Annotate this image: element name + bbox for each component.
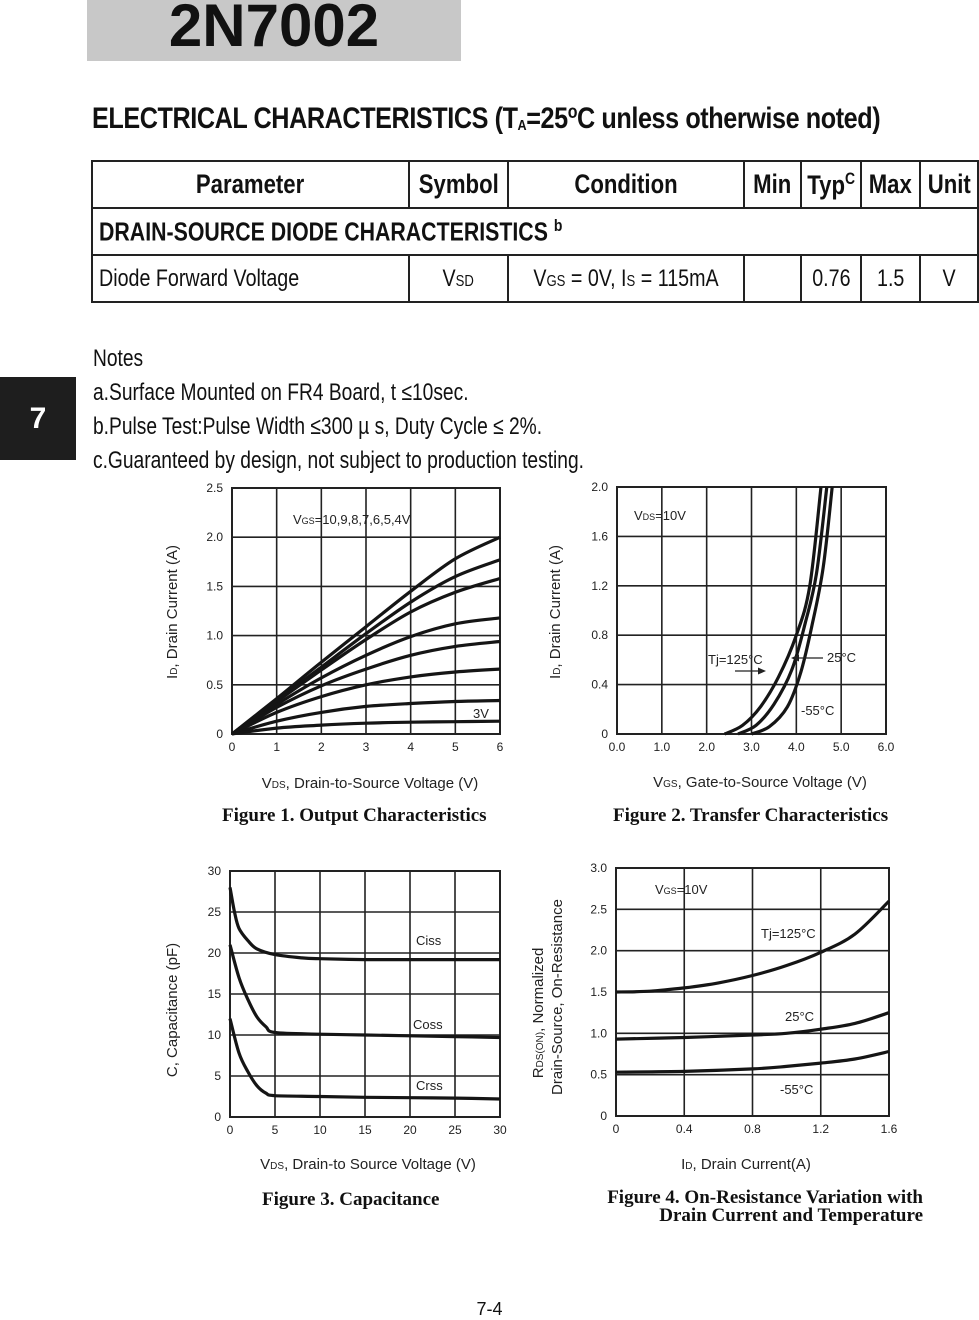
fig3-x-tick-label: 30: [493, 1123, 507, 1137]
fig4-y-axis-label-2: Drain-Source, On-Resistance: [549, 899, 566, 1095]
row-unit: V: [920, 255, 978, 302]
fig2-x-tick-label: 4.0: [787, 740, 805, 754]
fig1-y-tick-label: 1.0: [206, 628, 223, 643]
fig3-label-coss: Coss: [413, 1017, 443, 1032]
notes-block: [93, 342, 707, 478]
fig2-x-axis-label: VGS, Gate-to-Source Voltage (V): [653, 774, 867, 791]
fig1-x-tick-label: 4: [407, 740, 415, 754]
fig3-x-tick-label: 0: [226, 1123, 234, 1137]
fig2-label-125c: Tj=125°C: [708, 652, 763, 667]
fig3-y-tick-label: 25: [207, 905, 221, 919]
header-condition: Condition: [508, 161, 744, 208]
fig3-y-tick-label: 20: [207, 946, 221, 960]
fig4-label-125c: Tj=125°C: [761, 926, 816, 941]
section-number: 7: [29, 401, 47, 435]
fig2-x-tick-label: 1.0: [653, 740, 671, 754]
fig1-y-tick-label: 1.5: [206, 579, 223, 594]
fig3-y-axis-label: C, Capacitance (pF): [164, 942, 181, 1078]
fig4-y-tick-label: 2.0: [590, 943, 607, 958]
figure-1-chart: [150, 478, 530, 798]
fig4-label-25c: 25°C: [785, 1009, 815, 1024]
fig4-x-tick-label: 0.8: [744, 1122, 761, 1136]
fig1-y-tick-label: 2.0: [206, 530, 223, 545]
notes-title: Notes: [93, 345, 144, 372]
table-header-row: [92, 161, 978, 208]
fig1-x-tick-label: 3: [362, 740, 370, 754]
fig2-series-curve: [725, 487, 821, 734]
fig3-y-tick-label: 30: [207, 864, 221, 878]
fig2-series-curve: [752, 487, 833, 734]
note-c: c.Guaranteed by design, not subject to production testing.: [93, 447, 584, 474]
fig2-x-tick-label: 5.0: [832, 740, 850, 754]
fig3-x-tick-label: 15: [358, 1123, 372, 1137]
figure-3-chart: [150, 858, 530, 1178]
fig2-y-tick-label: 0.4: [591, 677, 608, 692]
fig3-x-tick-label: 20: [403, 1123, 417, 1137]
figure-2-chart: [540, 478, 920, 798]
fig4-x-tick-label: 0.4: [675, 1122, 693, 1136]
fig1-y-tick-label: 0.5: [206, 677, 223, 692]
fig2-y-tick-label: 0.8: [591, 628, 608, 643]
fig1-x-tick-label: 2: [317, 740, 325, 754]
figure-1-caption: Figure 1. Output Characteristics: [222, 805, 487, 826]
fig2-label-m55c: -55°C: [801, 703, 835, 718]
fig2-y-axis-label: ID, Drain Current (A): [547, 545, 564, 679]
fig1-x-tick-label: 1: [273, 740, 281, 754]
fig2-y-tick-label: 1.6: [591, 529, 608, 544]
fig4-y-tick-label: 0.5: [590, 1067, 607, 1082]
fig1-vgs-annotation: VGS=10,9,8,7,6,5,4V: [293, 512, 411, 527]
header-parameter: Parameter: [92, 161, 409, 208]
fig2-x-tick-label: 3.0: [743, 740, 760, 754]
figure-3-caption: Figure 3. Capacitance: [262, 1189, 440, 1210]
note-a: a.Surface Mounted on FR4 Board, t ≤10sec.: [93, 379, 469, 406]
section-tab: [0, 377, 76, 460]
fig2-label-25c: 25°C: [827, 650, 857, 665]
header-symbol: Symbol: [409, 161, 509, 208]
row-parameter: Diode Forward Voltage: [92, 255, 409, 302]
figure-4-caption: Figure 4. On-Resistance Variation with Drain Current and Temperature: [607, 1187, 923, 1226]
part-number-title: 2N7002: [168, 0, 380, 59]
page-number: 7-4: [476, 1299, 503, 1319]
figure-4-chart: [520, 858, 940, 1178]
fig1-y-axis-label: ID, Drain Current (A): [164, 545, 181, 679]
row-min: [744, 255, 801, 302]
header-max: Max: [861, 161, 919, 208]
fig3-y-tick-label: 0: [214, 1110, 221, 1124]
table-row: [92, 255, 978, 302]
fig2-vds-annotation: VDS=10V: [634, 508, 686, 523]
fig4-x-tick-label: 1.6: [880, 1122, 898, 1136]
fig3-label-ciss: Ciss: [416, 933, 442, 948]
fig1-x-tick-label: 0: [228, 740, 236, 754]
row-max: 1.5: [861, 255, 919, 302]
fig2-y-tick-label: 1.2: [591, 578, 608, 593]
fig4-label-m55c: -55°C: [780, 1082, 814, 1097]
row-symbol: VSD: [409, 255, 509, 302]
note-b: b.Pulse Test:Pulse Width ≤300 µ s, Duty Cycle ≤ 2%.: [93, 413, 543, 440]
fig3-x-tick-label: 25: [448, 1123, 462, 1137]
fig4-vgs-annotation: VGS=10V: [655, 882, 708, 897]
fig4-x-axis-label: ID, Drain Current(A): [681, 1156, 811, 1173]
fig1-y-tick-label: 2.5: [206, 481, 223, 495]
row-typ: 0.76: [801, 255, 861, 302]
fig4-y-tick-label: 1.5: [590, 985, 607, 999]
fig3-y-tick-label: 5: [214, 1069, 221, 1083]
figure-2-caption: Figure 2. Transfer Characteristics: [613, 805, 889, 826]
fig2-x-tick-label: 0.0: [608, 740, 626, 754]
row-condition: VGS = 0V, IS = 115mA: [508, 255, 744, 302]
characteristics-table: [91, 160, 979, 303]
fig1-x-tick-label: 6: [496, 740, 504, 754]
header-typ: Typ$^C$: [801, 161, 861, 208]
fig1-x-axis-label: VDS, Drain-to-Source Voltage (V): [261, 775, 479, 792]
fig4-y-axis-label-1: RDS(ON), Normalized: [530, 947, 547, 1079]
fig3-label-crss: Crss: [416, 1078, 443, 1093]
fig4-y-tick-label: 3.0: [590, 861, 607, 875]
header-min: Min: [744, 161, 801, 208]
fig4-y-tick-label: 1.0: [590, 1026, 607, 1041]
fig3-y-tick-label: 10: [207, 1028, 221, 1042]
fig4-y-tick-label: 0: [600, 1109, 607, 1123]
fig1-x-tick-label: 5: [451, 740, 459, 754]
fig2-x-tick-label: 6.0: [877, 740, 895, 754]
section-heading: ELECTRICAL CHARACTERISTICS ($T_A=25^oC$ unless otherwise noted): [92, 102, 881, 135]
fig3-y-tick-label: 15: [207, 987, 221, 1001]
fig4-x-tick-label: 1.2: [812, 1122, 830, 1136]
fig2-y-tick-label: 0: [601, 727, 608, 741]
table-section-row: [92, 208, 978, 255]
fig4-x-tick-label: 0: [612, 1122, 620, 1136]
fig3-x-axis-label: VDS, Drain-to Source Voltage (V): [260, 1156, 476, 1173]
fig2-x-tick-label: 2.0: [698, 740, 716, 754]
section-label-cell: DRAIN-SOURCE DIODE CHARACTERISTICS $^b$: [92, 208, 978, 255]
fig1-y-tick-label: 0: [216, 727, 223, 741]
fig1-3v-annotation: 3V: [473, 706, 489, 721]
header-unit: Unit: [920, 161, 978, 208]
fig2-y-tick-label: 2.0: [591, 480, 608, 494]
fig3-x-tick-label: 10: [313, 1123, 327, 1137]
fig2-arrowhead-125c: [758, 668, 766, 675]
fig4-y-tick-label: 2.5: [590, 902, 607, 917]
fig3-x-tick-label: 5: [271, 1123, 279, 1137]
